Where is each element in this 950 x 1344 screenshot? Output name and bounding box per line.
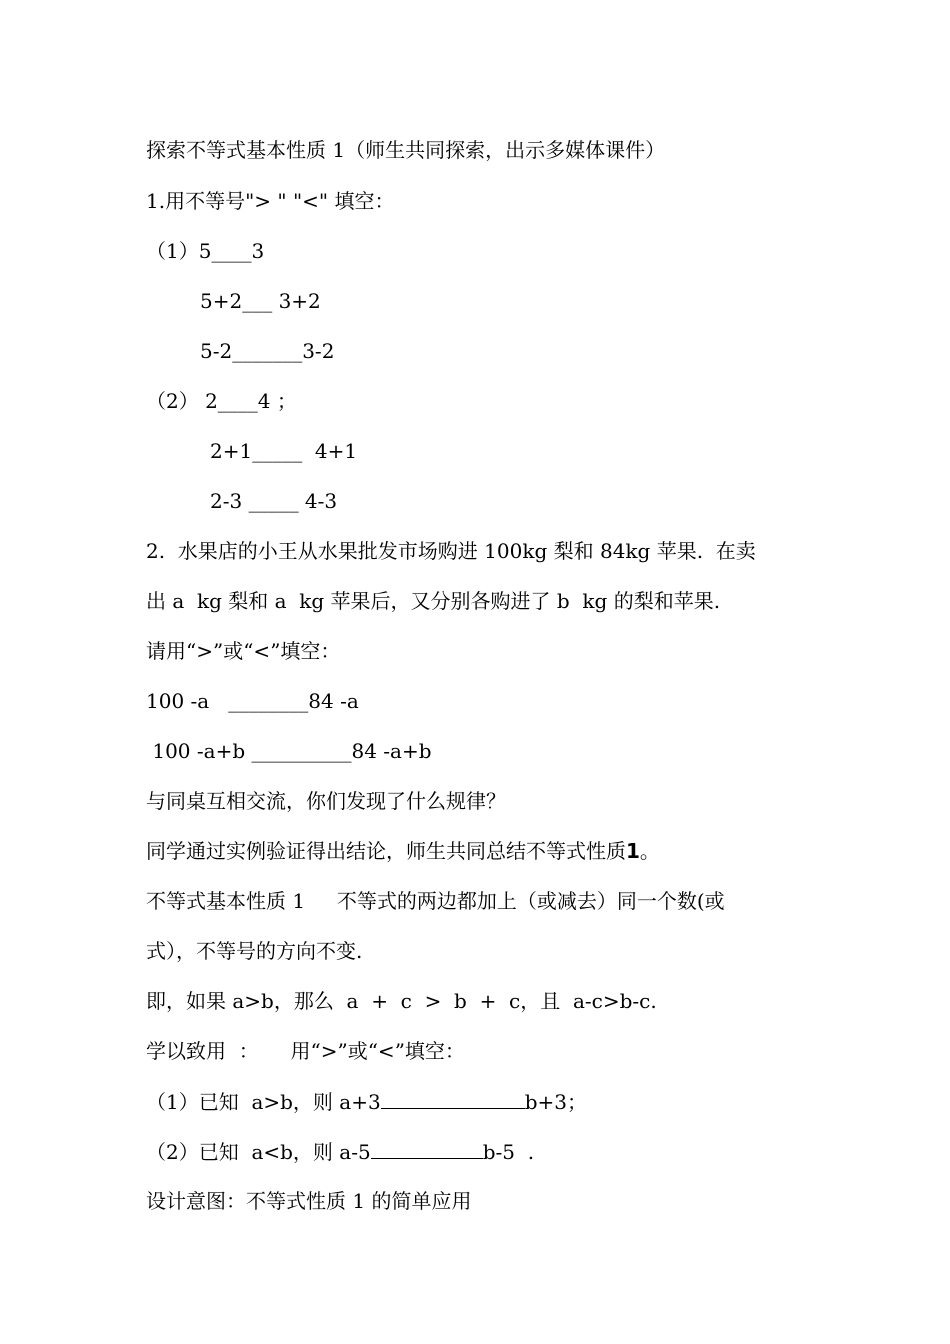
- discussion-prompt: 与同桌互相交流，你们发现了什么规律？: [146, 789, 506, 813]
- exercise-1-suffix: b+3；: [524, 1090, 587, 1114]
- design-intent: 设计意图：不等式性质 1 的简单应用: [146, 1189, 472, 1213]
- exercise-2: [146, 1138, 534, 1165]
- q1-part1-line1: （1）5____3: [146, 239, 265, 263]
- exercise-1: [146, 1088, 587, 1115]
- question-2-line2: 出 a kg 梨和 a kg 苹果后，又分别各购进了 b kg 的梨和苹果.: [146, 589, 721, 613]
- apply-heading: 学以致用 ： 用“>”或“<”填空：: [146, 1039, 465, 1063]
- property-line2: 式），不等号的方向不变.: [146, 939, 363, 963]
- conclusion-end: 。: [639, 839, 660, 863]
- section-title: 探索不等式基本性质 1（师生共同探索，出示多媒体课件）: [146, 138, 666, 162]
- question-2-expr2: 100 -a+b __________84 -a+b: [146, 739, 432, 763]
- question-2-line1: 2. 水果店的小王从水果批发市场购进 100kg 梨和 84kg 苹果. 在卖: [146, 539, 756, 563]
- q1-part2-line1: （2） 2____4 ；: [146, 389, 297, 413]
- exercise-2-blank[interactable]: [371, 1138, 483, 1159]
- conclusion-number: 1: [626, 839, 640, 863]
- conclusion-line: [146, 838, 660, 864]
- exercise-2-suffix: b-5 .: [482, 1140, 535, 1164]
- exercise-2-prefix: （2）已知 a<b，则 a-5: [146, 1140, 371, 1164]
- q1-part2-line2: 2+1_____ 4+1: [210, 439, 358, 463]
- q1-part1-line3: 5-2_______3-2: [200, 339, 335, 363]
- exercise-1-prefix: （1）已知 a>b，则 a+3: [146, 1090, 381, 1114]
- q1-part2-line3: 2-3 _____ 4-3: [210, 489, 338, 513]
- conclusion-text: 同学通过实例验证得出结论，师生共同总结不等式性质: [146, 839, 626, 863]
- property-formula: 即，如果 a>b，那么 a + c > b + c，且 a-c>b-c.: [146, 989, 657, 1013]
- q1-part1-line2: 5+2___ 3+2: [200, 289, 321, 313]
- question-1-heading: 1.用不等号"> " "<" 填空：: [146, 189, 395, 213]
- property-line1: 不等式基本性质 1 不等式的两边都加上（或减去）同一个数(或: [146, 889, 725, 913]
- question-2-expr1: 100 -a ________84 -a: [146, 689, 359, 713]
- exercise-1-blank[interactable]: [381, 1088, 525, 1109]
- question-2-instruction: 请用“>”或“<”填空：: [146, 639, 341, 663]
